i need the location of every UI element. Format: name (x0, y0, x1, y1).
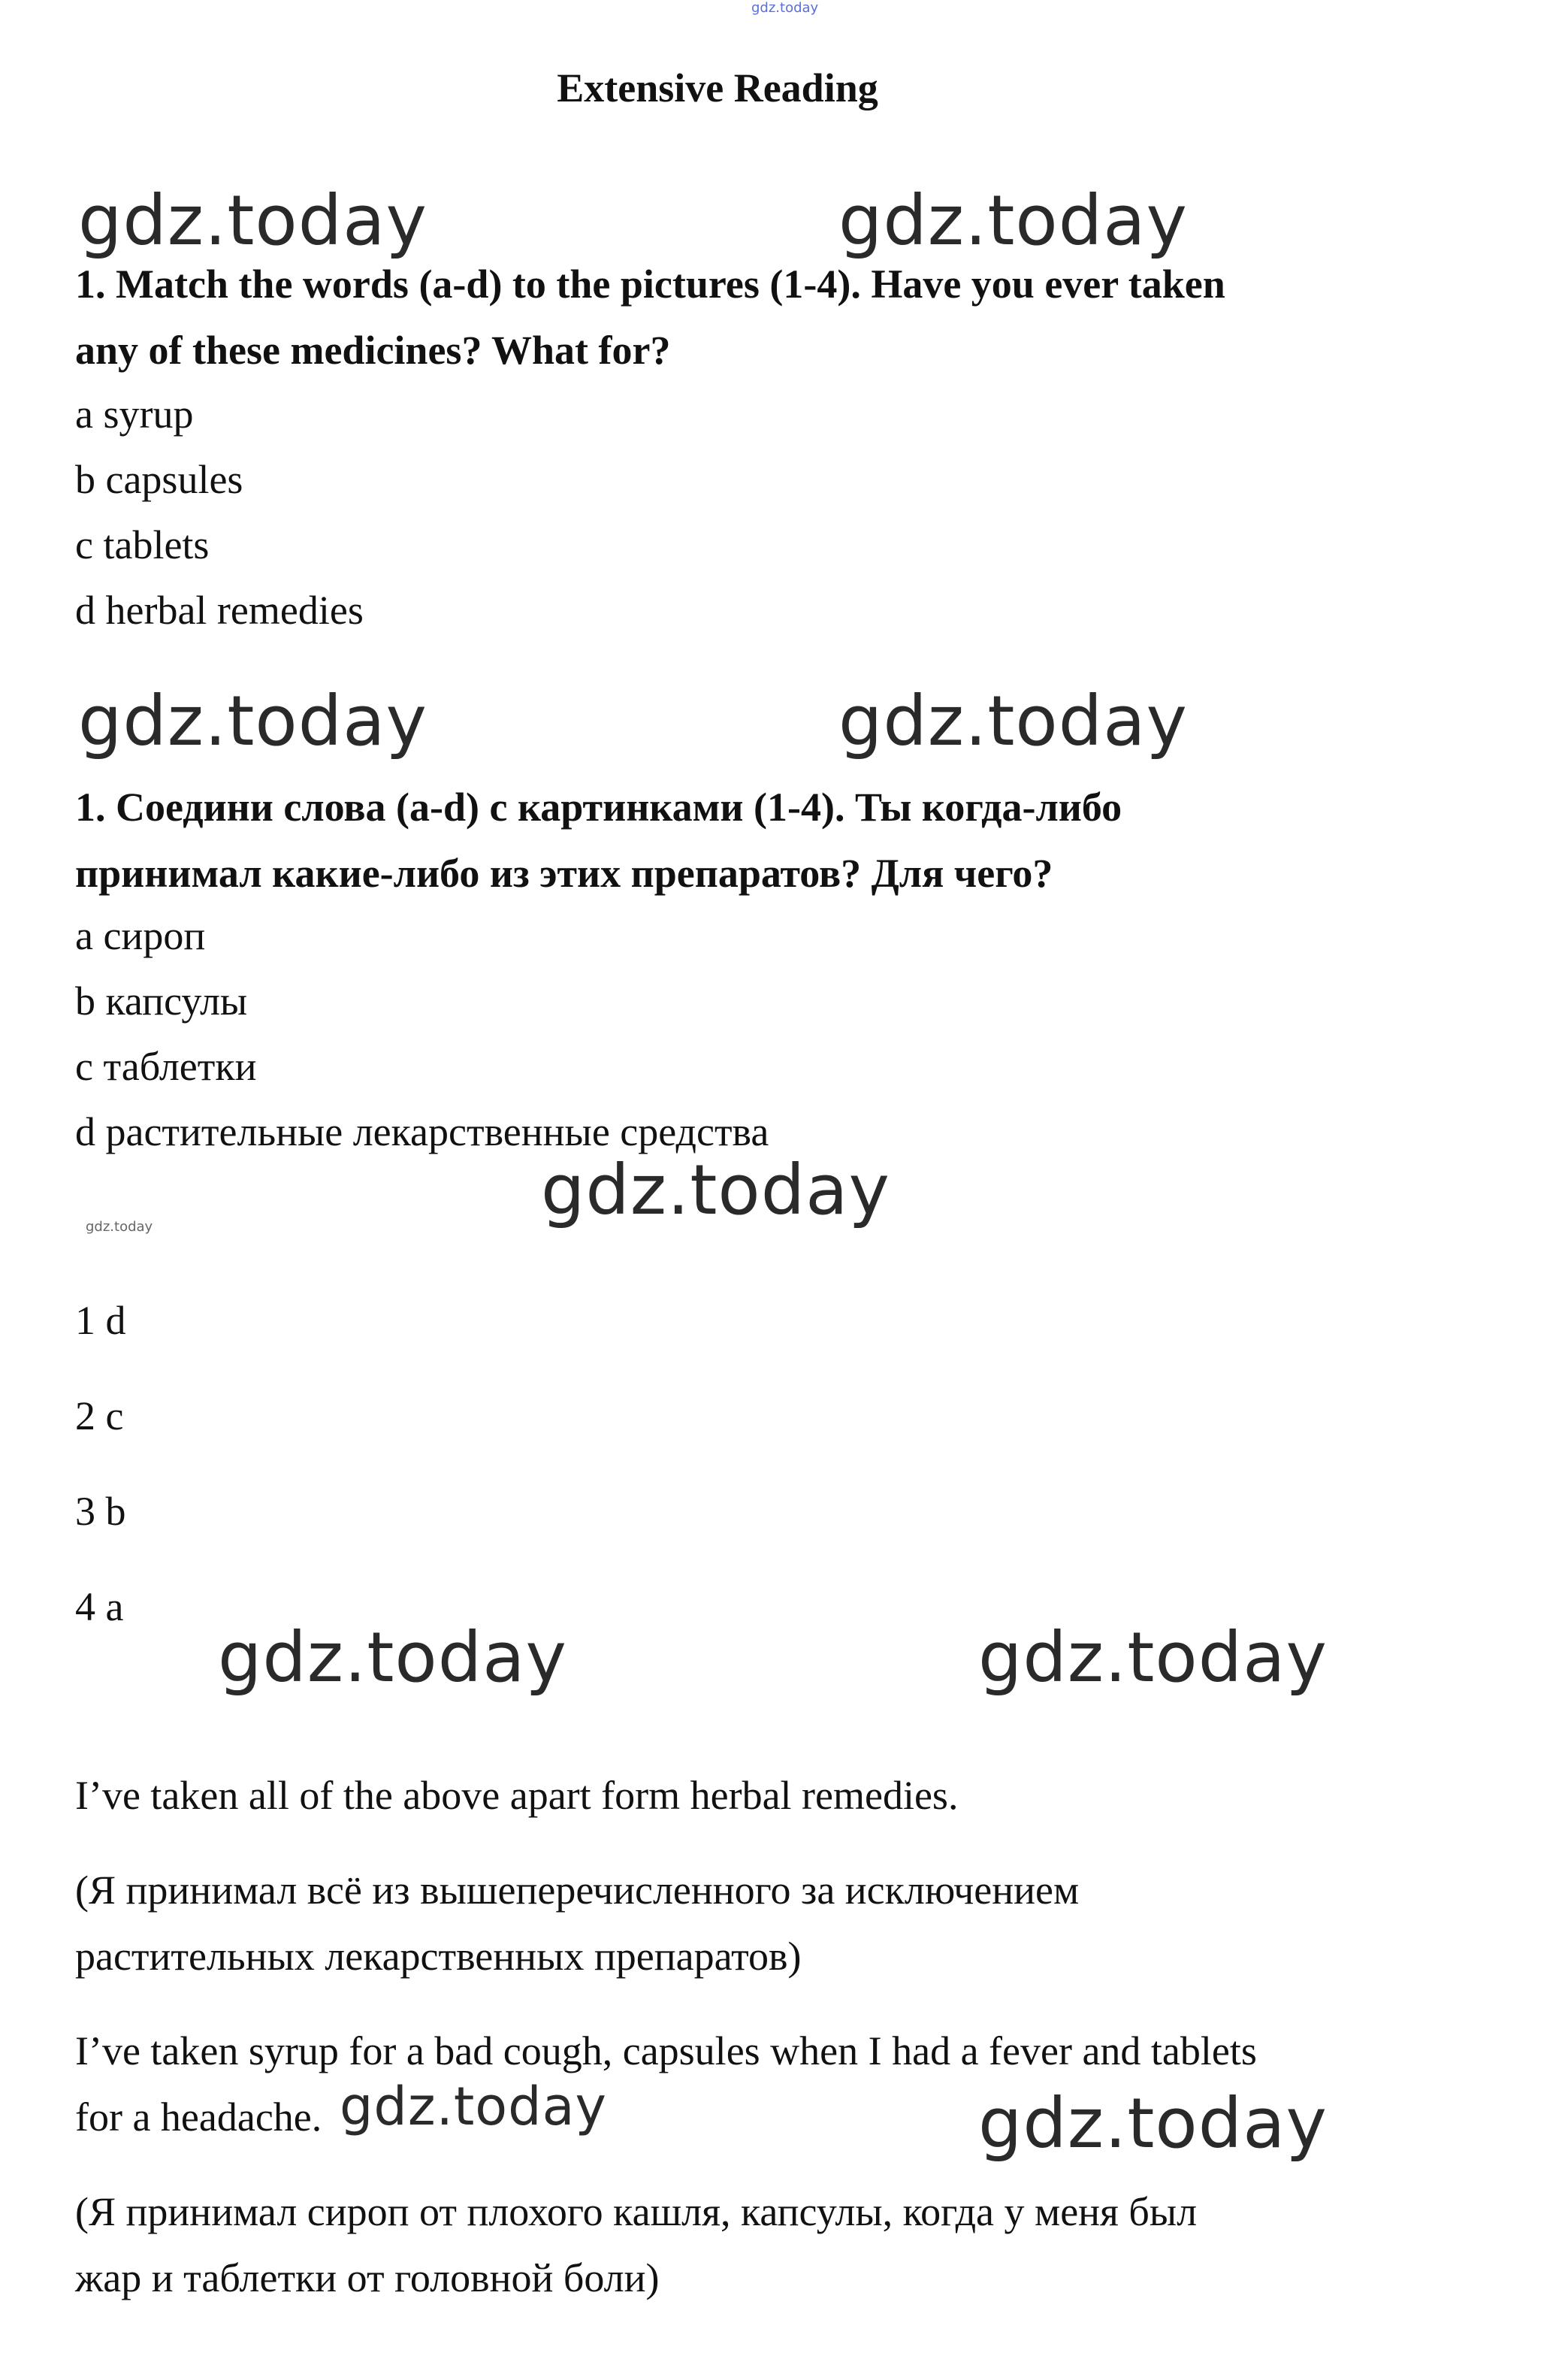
paragraph-3-line1: I’ve taken syrup for a bad cough, capsules when I had a fever and tablets (75, 2028, 1257, 2073)
watermark-small: gdz.today (86, 1219, 153, 1235)
paragraph-4-line2: жар и таблетки от головной боли) (75, 2255, 660, 2300)
answer-3: 3 b (75, 1489, 126, 1534)
answer-1: 1 d (75, 1298, 126, 1343)
paragraph-4-line1: (Я принимал сироп от плохого кашля, капсулы, когда у меня был (75, 2189, 1198, 2234)
paragraph-1: I’ve taken all of the above apart form herbal remedies. (75, 1773, 959, 1818)
task-ru-heading-line1: 1. Соедини слова (a-d) с картинками (1-4). Ты когда-либо (75, 785, 1122, 830)
watermark-6: gdz.today (218, 1617, 567, 1698)
task-en-option-d: d herbal remedies (75, 588, 364, 633)
watermark-9: gdz.today (978, 2083, 1328, 2164)
watermark-3: gdz.today (78, 681, 427, 761)
task-ru-option-b: b капсулы (75, 978, 248, 1024)
task-en-option-a: a syrup (75, 392, 194, 437)
task-ru-option-c: c таблетки (75, 1044, 257, 1089)
watermark-8: gdz.today (340, 2076, 607, 2137)
paragraph-2-line1: (Я принимал всё из вышеперечисленного за исключением (75, 1868, 1080, 1913)
watermark-4: gdz.today (838, 681, 1188, 761)
task-en-heading-line1: 1. Match the words (a-d) to the pictures (1-4). Have you ever taken (75, 262, 1225, 307)
task-ru-option-d: d растительные лекарственные средства (75, 1109, 769, 1154)
task-en-option-b: b capsules (75, 457, 243, 502)
answer-2: 2 c (75, 1393, 124, 1438)
answer-4: 4 a (75, 1584, 124, 1629)
paragraph-3-line2: for a headache. (75, 2094, 322, 2140)
task-en-heading-line2: any of these medicines? What for? (75, 328, 671, 373)
watermark-5: gdz.today (541, 1150, 890, 1230)
watermark-top: gdz.today (751, 0, 819, 16)
task-en-option-c: c tablets (75, 522, 210, 567)
task-ru-option-a: a сироп (75, 913, 206, 958)
watermark-7: gdz.today (978, 1617, 1328, 1698)
paragraph-2-line2: растительных лекарственных препаратов) (75, 1934, 802, 1979)
watermark-1: gdz.today (78, 180, 427, 261)
page-title: Extensive Reading (557, 65, 878, 110)
task-ru-heading-line2: принимал какие-либо из этих препаратов? Для чего? (75, 851, 1053, 896)
watermark-2: gdz.today (838, 180, 1188, 261)
